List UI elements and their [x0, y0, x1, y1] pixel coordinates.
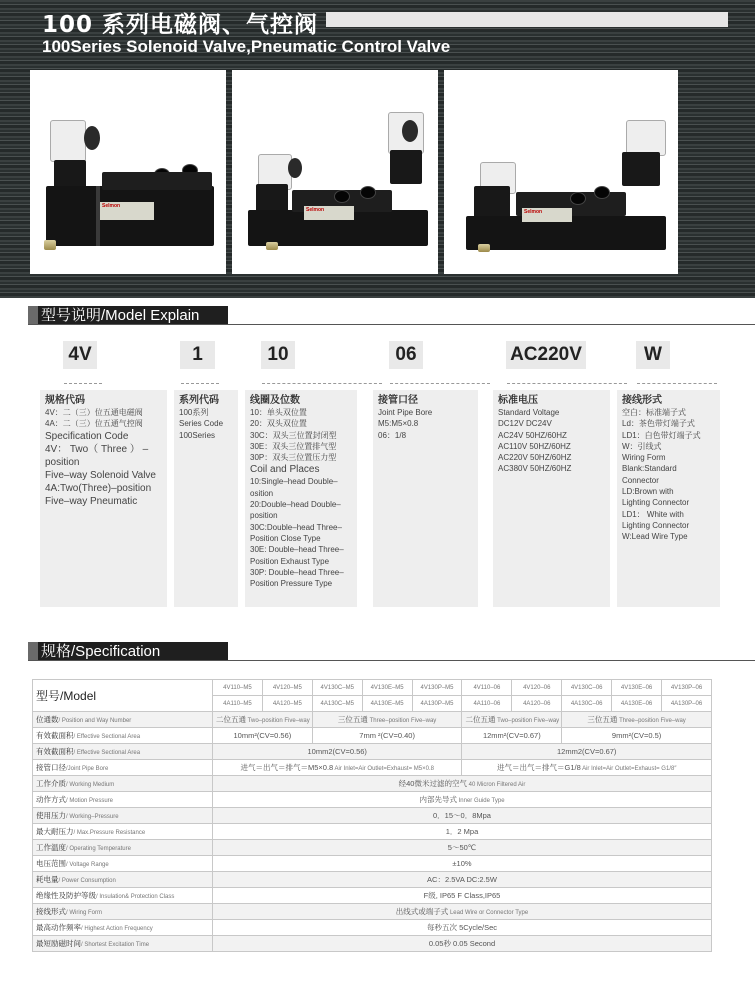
title-cn: 100 系列电磁阀、气控阀 [42, 12, 319, 38]
model-cell: 4A120–06 [512, 696, 562, 712]
spec-row [33, 856, 712, 872]
spec-value: 三位五通 Three–position Five–way [562, 712, 712, 728]
model-cell: 4V130C–M5 [312, 680, 362, 696]
spec-label: 有效截面积/ Effective Sectional Area [33, 728, 213, 744]
model-explain-heading [28, 306, 228, 325]
model-cell: 4V120–M5 [262, 680, 312, 696]
spec-value: 12mm²(CV=0.67) [462, 728, 562, 744]
section-rule [28, 660, 755, 661]
code-spec: 4V [63, 341, 97, 369]
model-cell: 4A130C–06 [562, 696, 612, 712]
spec-label: 接线形式/ Wiring Form [33, 904, 213, 920]
spec-row [33, 840, 712, 856]
spec-value: 出线式或端子式 Lead Wire or Connector Type [213, 904, 712, 920]
spec-label: 电压范围/ Voltage Range [33, 856, 213, 872]
spec-label: 有效截面积/ Effective Sectional Area [33, 744, 213, 760]
heading-en: /Model Explain [101, 307, 200, 324]
spec-row [33, 824, 712, 840]
model-cell: 4V130C–06 [562, 680, 612, 696]
spec-row [33, 920, 712, 936]
spec-value: 三位五通 Three–position Five–way [312, 712, 462, 728]
code-series: 1 [180, 341, 215, 369]
model-cell: 4A130P–06 [662, 696, 712, 712]
spec-value: 经40微米过滤的空气 40 Micron Filtered Air [213, 776, 712, 792]
model-cell: 4V110–06 [462, 680, 512, 696]
spec-row [33, 808, 712, 824]
title-en: 100Series Solenoid Valve,Pneumatic Control Valve [42, 37, 451, 56]
spec-label: 最短励磁时间/ Shortest Excitation Time [33, 936, 213, 952]
spec-label: 使用压力/ Working–Pressure [33, 808, 213, 824]
explain-col-spec: 规格代码 4V：二（三）位五通电磁阀 4A：二（三）位五通气控阀 Specification Code 4V： Two（ Three ） – position Five–way Solenoid Valve 4A:Two(Three)–position Five–way Pneumatic [40, 390, 167, 607]
spec-value: 10mm²(CV=0.56) [213, 728, 313, 744]
spec-label: 耗电量/ Power Consumption [33, 872, 213, 888]
spec-row [33, 904, 712, 920]
explain-col-pipe: 接管口径 Joint Pipe Bore M5:M5×0.8 06：1/8 [373, 390, 478, 607]
photo-three-position-valve: Selmon [444, 70, 678, 274]
spec-row [33, 872, 712, 888]
heading-cn: 型号说明 [41, 306, 102, 324]
spec-row [33, 728, 712, 744]
explain-col-voltage: 标准电压 Standard Voltage DC12V DC24V AC24V 50HZ/60HZ AC110V 50HZ/60HZ AC220V 50HZ/60HZ AC380V 50HZ/60HZ [493, 390, 610, 607]
spec-row [33, 936, 712, 952]
photo-single-head-valve: Selmon [30, 70, 226, 274]
spec-row [33, 760, 712, 776]
explain-col-wiring: 接线形式 空白：标准端子式 Ld：茶色带灯端子式 LD1：白色带灯端子式 W：引线式 Wiring Form Blank:Standard Connector LD:Brown with Lighting Connector LD1： White with Lighting Connector W:Lead Wire Type [617, 390, 720, 607]
spec-value: 7mm ²(CV=0.40) [312, 728, 462, 744]
spec-label: 最高动作频率/ Highest Action Frequency [33, 920, 213, 936]
spec-row [33, 792, 712, 808]
code-voltage: AC220V [506, 341, 586, 369]
spec-value: 0.05秒 0.05 Second [213, 936, 712, 952]
spec-value: 进气＝出气＝排气＝M5×0.8 Air Inlet=Air Outlet=Exhaust= M5×0.8 [213, 760, 462, 776]
spec-label: 工作温度/ Operating Temperature [33, 840, 213, 856]
spec-value: 5～50℃ [213, 840, 712, 856]
spec-label: 动作方式/ Motion Pressure [33, 792, 213, 808]
model-cell: 4A110–M5 [213, 696, 263, 712]
spec-value: 1．2 Mpa [213, 824, 712, 840]
model-cell: 4A110–06 [462, 696, 512, 712]
spec-value: 0．15～0．8Mpa [213, 808, 712, 824]
code-wiring: W [636, 341, 670, 369]
explain-col-coil: 线圈及位数 10：单头双位置 20：双头双位置 30C：双头三位置封闭型 30E：双头三位置排气型 30P：双头三位置压力型 Coil and Places 10:Single–head Double– osition 20:Double–head Double– position 30C:Double–head Three– Position Close Type 30E: Double–head Three– Position Exhaust Type 30P: Double–head Three– Position Pressure Type [245, 390, 357, 607]
model-cell: 4A130E–06 [612, 696, 662, 712]
heading-en: /Specification [71, 643, 161, 660]
model-label: 型号/Model [33, 680, 213, 712]
section-rule [28, 324, 755, 325]
spec-value: 内部先导式 Inner Guide Type [213, 792, 712, 808]
spec-row [33, 744, 712, 760]
spec-value: 二位五通 Two–position Five–way [213, 712, 313, 728]
spec-row [33, 776, 712, 792]
photo-double-head-valve: Selmon [232, 70, 438, 274]
model-cell: 4V110–M5 [213, 680, 263, 696]
model-cell: 4V130P–06 [662, 680, 712, 696]
model-cell: 4V130E–06 [612, 680, 662, 696]
spec-row [33, 888, 712, 904]
model-cell: 4V130E–M5 [362, 680, 412, 696]
model-cell: 4A130E–M5 [362, 696, 412, 712]
header-banner [0, 0, 755, 298]
specification-heading [28, 642, 228, 661]
spec-table [32, 679, 712, 952]
spec-value: 10mm2(CV=0.56) [213, 744, 462, 760]
spec-value: 二位五通 Two–position Five–way [462, 712, 562, 728]
spec-label: 最大耐压力/ Max.Pressure Resistance [33, 824, 213, 840]
spec-label: 位通数/ Position and Way Number [33, 712, 213, 728]
explain-col-series: 系列代码 100系列 Series Code 100Series [174, 390, 238, 607]
spec-value: 每秒五次 5Cycle/Sec [213, 920, 712, 936]
spec-row [33, 712, 712, 728]
spec-label: 接管口径/Joint Pipe Bore [33, 760, 213, 776]
spec-value: 9mm²(CV=0.5) [562, 728, 712, 744]
heading-cn: 规格 [41, 642, 72, 660]
code-coil: 10 [261, 341, 295, 369]
model-cell: 4A120–M5 [262, 696, 312, 712]
spec-value: 进气＝出气＝排气＝G1/8 Air Inlet=Air Outlet=Exhaust= G1/8″ [462, 760, 712, 776]
spec-value: AC：2.5VA DC:2.5W [213, 872, 712, 888]
title-bar [326, 12, 728, 27]
code-pipe: 06 [389, 341, 423, 369]
spec-value: F级, IP65 F Class,IP65 [213, 888, 712, 904]
model-row-1 [33, 680, 712, 696]
spec-value: ±10% [213, 856, 712, 872]
model-cell: 4V130P–M5 [412, 680, 462, 696]
spec-label: 绝缘性及防护等级/ Insulation& Protection Class [33, 888, 213, 904]
model-cell: 4V120–06 [512, 680, 562, 696]
spec-value: 12mm2(CV=0.67) [462, 744, 712, 760]
model-cell: 4A130P–M5 [412, 696, 462, 712]
spec-label: 工作介质/ Working Medium [33, 776, 213, 792]
model-cell: 4A130C–M5 [312, 696, 362, 712]
